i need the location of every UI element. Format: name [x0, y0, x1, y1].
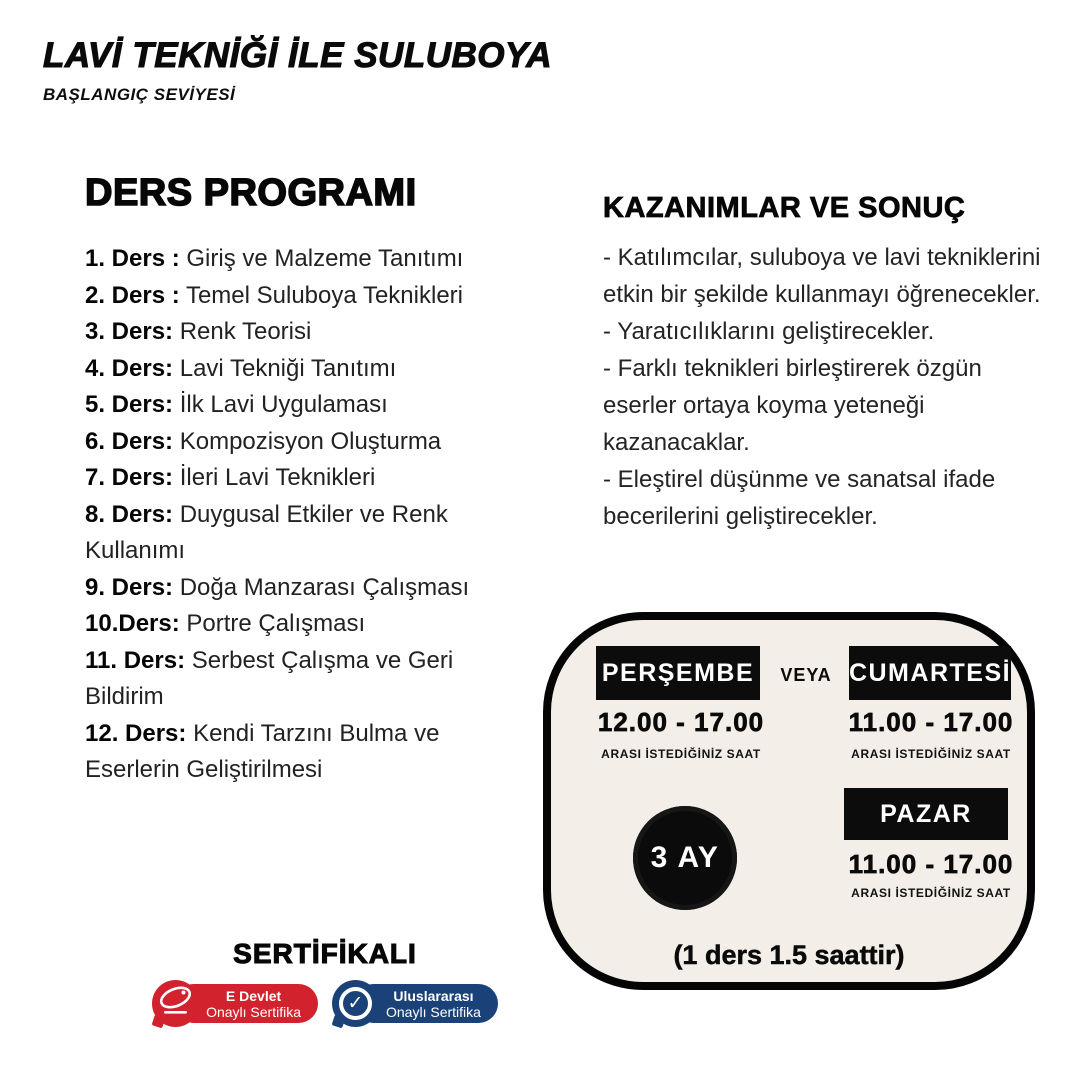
outcomes-heading: KAZANIMLAR VE SONUÇ	[603, 192, 966, 224]
lesson-item	[85, 606, 530, 643]
lesson-duration-note: (1 ders 1.5 saattir)	[673, 940, 905, 970]
lesson-label: 12. Ders:	[85, 719, 187, 747]
lesson-label: 8. Ders:	[85, 500, 174, 528]
certification-badges	[125, 980, 525, 1027]
lesson-item	[85, 716, 530, 789]
lesson-text: Kompozisyon Oluşturma	[179, 427, 442, 455]
masthead	[43, 36, 643, 105]
lesson-label: 10.Ders:	[85, 610, 180, 637]
lesson-text: İlk Lavi Uygulaması	[179, 391, 388, 418]
schedule-card	[543, 612, 1035, 990]
lesson-item	[85, 497, 530, 570]
lesson-item	[85, 570, 530, 607]
lesson-label: 7. Ders:	[85, 464, 174, 491]
edevlet-logo-icon	[152, 980, 199, 1027]
lesson-text: Duygusal Etkiler ve Renk Kullanımı	[85, 500, 448, 564]
program-heading: DERS PROGRAMI	[85, 172, 417, 214]
lesson-item	[85, 351, 530, 388]
outcome-item: - Katılımcılar, suluboya ve lavi tekniklerini etkin bir şekilde kullanmayı öğrenecekler.	[603, 244, 1041, 308]
lesson-label: 2. Ders :	[85, 281, 180, 309]
lesson-item	[85, 643, 530, 716]
lesson-item	[85, 241, 530, 278]
international-certificate-badge	[332, 980, 498, 1027]
lesson-text: Serbest Çalışma ve Geri Bildirim	[85, 646, 454, 710]
badge-line1: Uluslararası	[393, 987, 474, 1004]
duration-badge: 3 AY	[633, 806, 737, 910]
lesson-text: Kendi Tarzını Bulma ve Eserlerin Geliştirilmesi	[85, 719, 440, 783]
lesson-label: 5. Ders:	[85, 391, 174, 418]
lesson-text: Portre Çalışması	[186, 610, 366, 637]
lesson-text: Doğa Manzarası Çalışması	[179, 573, 470, 601]
lesson-item	[85, 424, 530, 461]
badge-line2: Onaylı Sertifika	[386, 1003, 481, 1020]
lesson-label: 9. Ders:	[85, 573, 174, 601]
lesson-label: 1. Ders :	[85, 245, 180, 272]
lesson-item	[85, 460, 530, 497]
or-label: VEYA	[780, 665, 832, 685]
badge-line2: Onaylı Sertifika	[206, 1003, 301, 1020]
page-subtitle: BAŞLANGIÇ SEVİYESİ	[43, 85, 236, 104]
lesson-item	[85, 314, 530, 351]
page-title: LAVİ TEKNİĞİ İLE SULUBOYA	[43, 36, 552, 75]
lesson-label: 6. Ders:	[85, 427, 174, 455]
outcome-item: - Farklı teknikleri birleştirerek özgün eserler ortaya koyma yeteneği kazanacaklar.	[603, 355, 982, 456]
lesson-text: Temel Suluboya Teknikleri	[185, 281, 463, 309]
time-note-persembe: ARASI İSTEDİĞİNİZ SAAT	[601, 747, 761, 761]
day-badge-pazar: PAZAR	[844, 788, 1008, 840]
lesson-item	[85, 278, 530, 315]
badge-line1: E Devlet	[225, 987, 282, 1004]
lesson-item	[85, 387, 530, 424]
day-badge-persembe: PERŞEMBE	[596, 646, 760, 700]
outcome-item: - Eleştirel düşünme ve sanatsal ifade becerilerini geliştirecekler.	[603, 466, 996, 530]
day-badge-cumartesi: CUMARTESİ	[849, 646, 1011, 700]
lesson-label: 3. Ders:	[85, 318, 174, 345]
certification-section	[125, 938, 525, 1027]
checkmark-icon: ✓	[332, 980, 379, 1027]
outcomes-section	[603, 192, 1058, 535]
program-section	[85, 172, 530, 789]
lesson-label: 11. Ders:	[85, 646, 186, 674]
edevlet-certificate-badge	[152, 980, 318, 1027]
lesson-label: 4. Ders:	[85, 354, 174, 382]
certification-heading: SERTİFİKALI	[233, 938, 417, 969]
outcome-item: - Yaratıcılıklarını geliştirecekler.	[603, 318, 935, 345]
lesson-text: Giriş ve Malzeme Tanıtımı	[186, 245, 464, 272]
time-range-pazar: 11.00 - 17.00	[848, 849, 1014, 879]
lesson-text: İleri Lavi Teknikleri	[179, 464, 376, 491]
time-note-cumartesi: ARASI İSTEDİĞİNİZ SAAT	[851, 747, 1011, 761]
time-note-pazar: ARASI İSTEDİĞİNİZ SAAT	[851, 886, 1011, 900]
lesson-list	[85, 241, 530, 789]
time-range-persembe: 12.00 - 17.00	[597, 707, 765, 737]
time-range-cumartesi: 11.00 - 17.00	[848, 707, 1014, 737]
lesson-text: Renk Teorisi	[179, 318, 312, 345]
lesson-text: Lavi Tekniği Tanıtımı	[179, 354, 397, 382]
